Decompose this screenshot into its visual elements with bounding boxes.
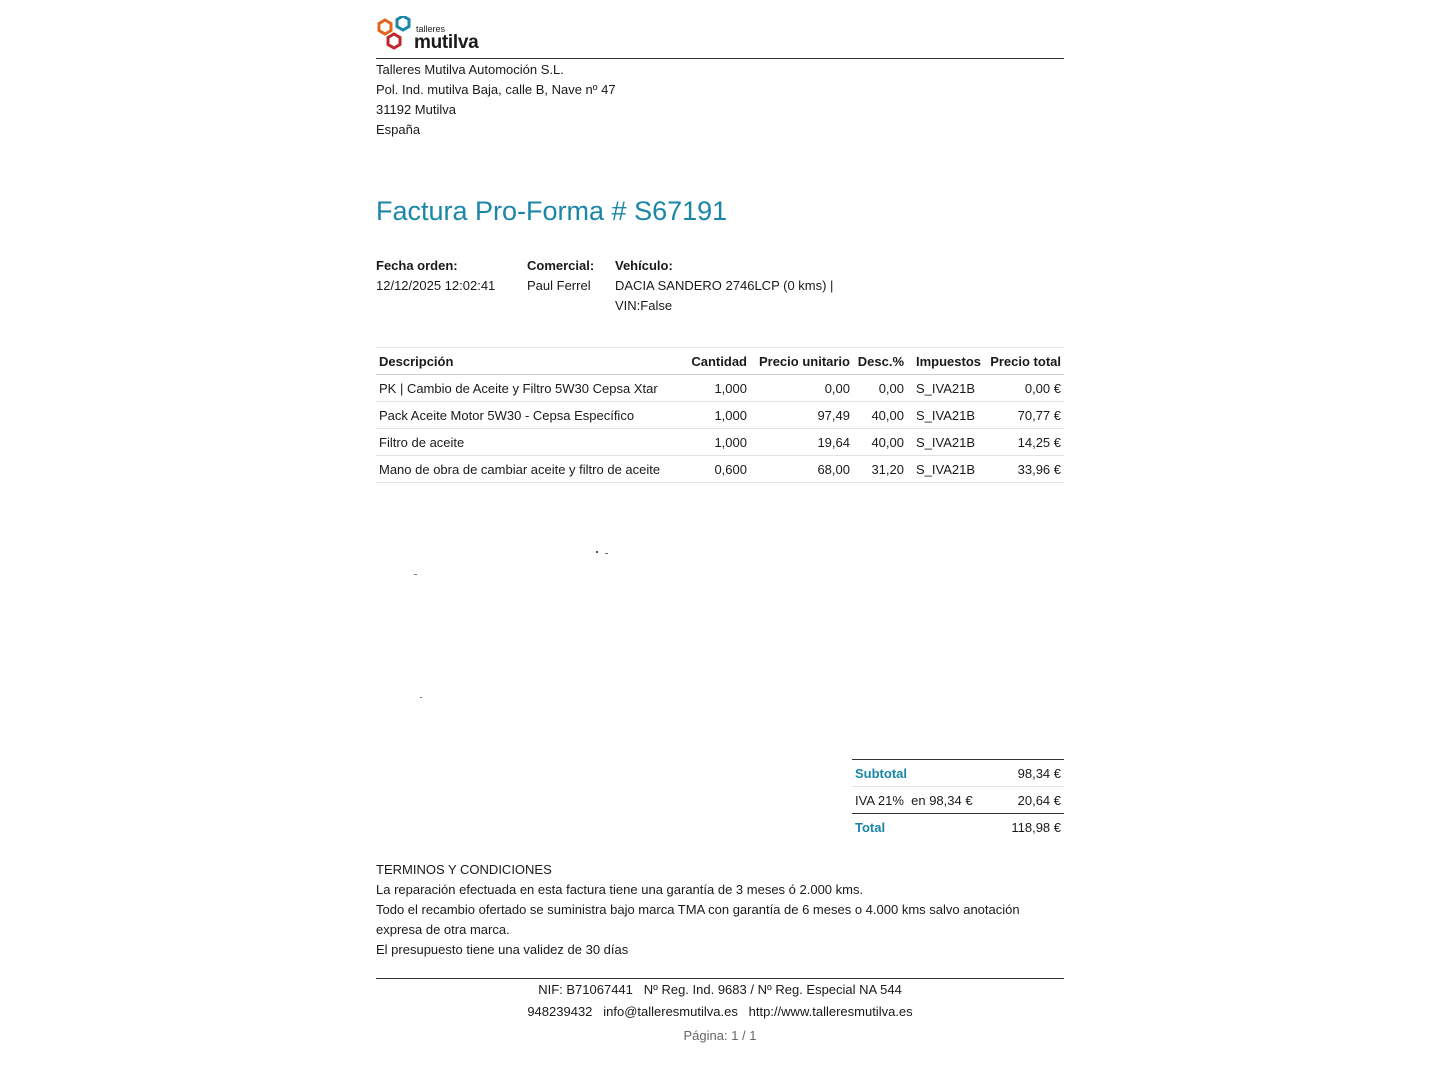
line-unit-price: 68,00 — [750, 456, 853, 483]
tax-row — [852, 787, 1064, 814]
table-header-row — [376, 348, 1064, 375]
company-country: España — [376, 122, 421, 137]
terms-and-conditions — [376, 860, 1064, 960]
column-header-total: Precio total — [984, 348, 1064, 375]
line-discount: 0,00 — [853, 375, 907, 402]
column-header-unit-price: Precio unitario — [750, 348, 853, 375]
line-unit-price: 0,00 — [750, 375, 853, 402]
line-discount: 40,00 — [853, 429, 907, 456]
line-quantity: 0,600 — [684, 456, 750, 483]
page-number: Página: 1 / 1 — [683, 1028, 757, 1043]
header-divider — [376, 58, 1064, 59]
line-description: Filtro de aceite — [376, 429, 684, 456]
line-taxes: S_IVA21B — [907, 402, 984, 429]
company-address-line1: Pol. Ind. mutilva Baja, calle B, Nave nº 47 — [376, 82, 616, 97]
line-taxes: S_IVA21B — [907, 456, 984, 483]
table-row — [376, 429, 1064, 456]
document-title: Factura Pro-Forma # S67191 — [376, 196, 728, 226]
vehicle-label: Vehículo: — [615, 258, 673, 273]
company-name: Talleres Mutilva Automoción S.L. — [376, 62, 564, 77]
footer-registry: NIF: B71067441 Nº Reg. Ind. 9683 / Nº Reg. Especial NA 544 — [538, 982, 902, 997]
line-quantity: 1,000 — [684, 402, 750, 429]
line-description: PK | Cambio de Aceite y Filtro 5W30 Cepsa Xtar — [376, 375, 684, 402]
line-total: 14,25 € — [984, 429, 1064, 456]
column-header-taxes: Impuestos — [907, 348, 984, 375]
line-discount: 40,00 — [853, 402, 907, 429]
subtotal-value: 98,34 € — [998, 760, 1064, 787]
line-total: 33,96 € — [984, 456, 1064, 483]
line-taxes: S_IVA21B — [907, 429, 984, 456]
line-taxes: S_IVA21B — [907, 375, 984, 402]
subtotal-label: Subtotal — [852, 760, 998, 787]
salesperson-block — [527, 256, 594, 296]
line-description: Mano de obra de cambiar aceite y filtro de aceite — [376, 456, 684, 483]
table-row — [376, 375, 1064, 402]
line-discount: 31,20 — [853, 456, 907, 483]
terms-line-validity: El presupuesto tiene una validez de 30 días — [376, 942, 629, 957]
order-date-block — [376, 256, 495, 296]
order-date-value: 12/12/2025 12:02:41 — [376, 278, 496, 293]
column-header-description: Descripción — [376, 348, 684, 375]
terms-line-warranty: La reparación efectuada en esta factura tiene una garantía de 3 meses ó 2.000 kms. — [376, 882, 864, 897]
vehicle-value-line1: DACIA SANDERO 2746LCP (0 kms) | — [615, 278, 834, 293]
totals-table — [852, 759, 1064, 840]
company-logo — [376, 16, 479, 56]
total-label: Total — [855, 819, 886, 835]
salesperson-label: Comercial: — [527, 258, 595, 273]
logo-wordmark — [414, 25, 478, 52]
footer-contact: 948239432 info@talleresmutilva.es http://www.talleresmutilva.es — [527, 1004, 913, 1019]
line-total: 70,77 € — [984, 402, 1064, 429]
logo-small-text: talleres — [416, 24, 446, 34]
line-unit-price: 97,49 — [750, 402, 853, 429]
total-row — [852, 814, 1064, 841]
column-header-quantity: Cantidad — [684, 348, 750, 375]
vehicle-value-line2: VIN:False — [615, 298, 673, 313]
table-row — [376, 402, 1064, 429]
logo-big-text: mutilva — [414, 32, 479, 53]
table-row — [376, 456, 1064, 483]
tax-value: 20,64 € — [998, 787, 1064, 814]
company-address-line2: 31192 Mutilva — [376, 102, 456, 117]
salesperson-value: Paul Ferrel — [527, 278, 591, 293]
line-description: Pack Aceite Motor 5W30 - Cepsa Específico — [376, 402, 684, 429]
line-unit-price: 19,64 — [750, 429, 853, 456]
terms-line-parts: Todo el recambio ofertado se suministra bajo marca TMA con garantía de 6 meses o 4.000 kms salvo anotación expresa de otra marca. — [376, 902, 1020, 937]
hexagons-logo-icon — [376, 16, 416, 56]
line-total: 0,00 € — [984, 375, 1064, 402]
line-quantity: 1,000 — [684, 429, 750, 456]
tax-label: IVA 21% en 98,34 € — [852, 787, 998, 814]
subtotal-row — [852, 760, 1064, 787]
column-header-discount: Desc.% — [853, 348, 907, 375]
vehicle-block — [615, 256, 833, 316]
order-date-label: Fecha orden: — [376, 258, 458, 273]
line-quantity: 1,000 — [684, 375, 750, 402]
invoice-page — [376, 0, 1064, 1080]
total-value: 118,98 € — [1011, 819, 1061, 835]
terms-heading: TERMINOS Y CONDICIONES — [376, 862, 552, 877]
company-address — [376, 60, 616, 140]
page-footer — [376, 979, 1064, 1047]
invoice-lines-table — [376, 347, 1064, 483]
